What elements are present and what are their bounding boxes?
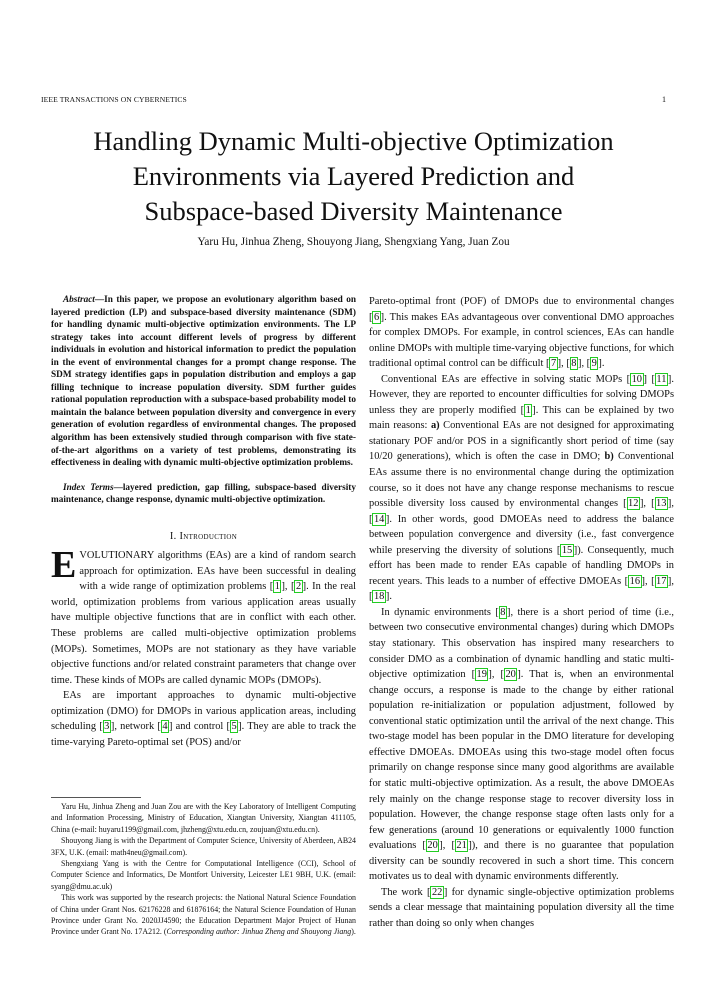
footnotes: [51, 801, 356, 938]
citation-link[interactable]: 20: [427, 840, 438, 852]
text-run: ,: [643, 498, 652, 510]
text-run: VOLUTIONARY algorithms (EAs) are a kind of random search approach for optimization. EAs have been successful in dealing with a wide range of optimization problems: [79, 550, 356, 593]
list-marker: b): [604, 451, 614, 463]
footnote-affiliation-3: Shengxiang Yang is with the Centre for Computational Intelligence (CCI), School of Computer Science and Informatics, De Montfort University, Leicester LE1 9BH, U.K. (email: syang@dmu.ac.uk): [51, 859, 356, 891]
running-head: IEEE TRANSACTIONS ON CYBERNETICS: [41, 95, 187, 104]
text-run: [647, 374, 651, 385]
citation-link[interactable]: 18: [373, 591, 385, 603]
text-run: and control: [172, 721, 227, 733]
text-run: ). Consequently, much effort has been made to render EAs capable of handling DMOPs in recent years. This leads to a number of effective DMOEAs: [369, 544, 674, 587]
section-number: I.: [169, 530, 177, 542]
abstract: [51, 294, 356, 470]
title-line: Subspace-based Diversity Maintenance: [144, 196, 563, 226]
citation-link[interactable]: 11: [656, 373, 667, 385]
intro-paragraph-1: EVOLUTIONARY algorithms (EAs) are a kind of random search approach for optimization. EAs have been successful in dealing with a wide range of optimization problems [ 1 ], [ 2 ]. In the real world, optimization problems from various application areas usually have multiple objective functions that are in conflict with each other. These problems are called multi-objective optimization problems (MOPs). Sometimes, MOPs are not stationary as they have variable objective functions and/or related constraint parameters that change over time. These kinds of MOPs are called dynamic MOPs (DMOPs).: [51, 544, 356, 686]
text-run: Conventional EAs are effective in solving static MOPs: [381, 373, 627, 385]
intro-paragraph-2: EAs are important approaches to dynamic multi-objective optimization (DMO) for DMOPs in various application areas, including scheduling [ 3 ], network [ 4 ] and control [ 5 ]. They are able to track the time-varying Pareto-optimal set (POS) and/or: [51, 690, 356, 748]
intro-paragraph-3: Conventional EAs are effective in solving static MOPs [ 10 ] [ 11 ]. However, they are reported to encounter difficulties for solving DMOPs unless they are properly modified [ 1 ]. This can be explained by two main reasons: a) Conventional EAs are not designed for approximating stationary POF and/or POS in a significantly short period of time (say 10/20 generations), which is often the case in DMO; b) Conventional EAs assume there is no environmental change during the optimization course, so it does not have any change response mechanisms to rescue possible diversity loss caused by environmental changes [ 12 ], [ 13 ], [ 14 ]. In other words, good DMOEAs need to address the balance between population convergence and diversity (i.e., fast convergence while preserving the diversity of solutions [ 15 ]). Consequently, much effort has been made to render EAs capable of handling DMOPs in recent years. This leads to a number of effective DMOEAs [ 16 ], [ 17 ], [ 18 ].: [369, 373, 674, 603]
title-line: Handling Dynamic Multi-objective Optimization: [93, 126, 614, 156]
footnote-affiliation-2: Shouyong Jiang is with the Department of Computer Science, University of Aberdeen, AB24 3FX, U.K. (email: math4neu@gmail.com).: [51, 836, 356, 857]
text-run: . That is, when an environmental change occurs, a response is made to the change by either rational population re-initialization or population adjustment, followed by conventional static optimization until the arrival of the next change. This two-stage model has been popular in the DMO literature for developing effective DMOEAs. DMOEAs using this two-stage model often focus primarily on change response since many good algorithms are available for static multi-objective optimization. As a result, the above DMOEAs rely mainly on the change response stage to recover diversity loss in population. However, the change response stage often lasts only for a few generations (around 10 generations or equivalently 1000 function evaluations: [369, 669, 674, 852]
text-run: ,: [442, 840, 452, 852]
citation-link[interactable]: 1: [525, 404, 531, 416]
citation-link[interactable]: 1: [274, 581, 280, 593]
citation-link[interactable]: 20: [505, 669, 516, 681]
page-number: 1: [662, 95, 666, 104]
citation-link[interactable]: 7: [550, 358, 557, 370]
section-heading: [51, 529, 356, 545]
text-run: for dynamic single-objective optimization problems sends a clear message that maintaining population diversity all the time rather than doing so only when changes: [369, 886, 674, 929]
intro-paragraph-2-cont: Pareto-optimal front (POF) of DMOPs due to environmental changes [ 6 ]. This makes EAs advantageous over conventional DMO approaches for complex DMOPs. For example, in control sciences, EAs can handle online DMOPs with multiple time-varying objective functions, for which traditional optimal control can be difficult [ 7 ], [ 8 ], [ 9 ].: [369, 296, 674, 370]
citation-link[interactable]: 22: [431, 886, 443, 898]
index-terms: [51, 482, 356, 507]
text-run: .: [601, 358, 605, 370]
text-run: Conventional EAs assume there is no environmental change during the optimization course, so it does not have any change response mechanisms to rescue possible diversity loss caused by environmental changes: [369, 451, 674, 510]
text-run: ).: [351, 927, 356, 937]
citation-link[interactable]: 16: [629, 575, 641, 587]
drop-cap: E: [51, 544, 77, 587]
text-run: ,: [284, 581, 291, 593]
text-run: .: [389, 591, 392, 603]
right-column: [369, 294, 674, 931]
citation-link[interactable]: 8: [500, 606, 506, 618]
text-run: The work: [381, 886, 427, 898]
text-run: . However, they are reported to encounter difficulties for solving DMOPs unless they are properly modified: [369, 373, 674, 416]
citation-link[interactable]: 3: [104, 721, 110, 733]
citation-link[interactable]: 17: [656, 575, 667, 587]
text-run: ,: [561, 358, 567, 370]
citation-link[interactable]: 6: [373, 311, 380, 323]
citation-link[interactable]: 9: [591, 358, 597, 370]
text-run: ,: [491, 669, 501, 681]
text-run: , there is a short period of time (i.e., between two consecutive environmental changes) during which DMOPs stay stationary. This observation has inspired many researchers to consider DMO as a combination of dynamic handling and static multi-objective optimization: [369, 606, 674, 681]
text-run: ,: [671, 498, 674, 510]
intro-paragraph-4: In dynamic environments [ 8 ], there is a short period of time (i.e., between two consecutive environmental changes) during which DMOPs stay stationary. This observation has inspired many researchers to consider DMO as a combination of dynamic handling and static multi-objective optimization [ 19 ], [ 20 ]. That is, when an environmental change occurs, a response is made to the change by either rational population re-initialization or population adjustment, followed by conventional static optimization until the arrival of the next change. This two-stage model has been popular in the DMO literature for developing effective DMOEAs. DMOEAs using this two-stage model often focus primarily on change response since many good algorithms are available for static multi-objective optimization. As a result, the above DMOEAs rely mainly on the change response stage to recover diversity loss in population. However, the change response stage often lasts only for a few generations (around 10 generations or equivalently 1000 function evaluations [ 20 ], [ 21 ]), and there is no guarantee that population diversity can be soundly recovered in such a short time. This concern motivates us to deal with dynamic environments differently.: [369, 606, 674, 883]
text-run: . They are able to track the time-varying Pareto-optimal set (POS) and/or: [51, 721, 356, 748]
citation-link[interactable]: 5: [231, 721, 237, 733]
text-run: . This makes EAs advantageous over conventional DMO approaches for complex DMOPs. For example, in control sciences, EAs can handle online DMOPs with multiple time-varying objective functions, for which traditional optimal control can be difficult: [369, 311, 674, 370]
abstract-text: —In this paper, we propose an evolutionary algorithm based on layered prediction (LP) and subspace-based diversity maintenance (SDM) for handling dynamic multi-objective optimization environments. The LP strategy takes into account different levels of progress by different individuals in evolution and historical information to predict the population in the event of environmental changes for a prompt change response. The SDM strategy identifies gaps in population distribution and employs a gap filling technique to increase population diversity. SDM further guides rational population reproduction with a subspace-based probability model to maintain the balance between population diversity and convergence in every generation of evolution regardless of environmental changes. The proposed algorithm has been extensively studied through comparison with five state-of-the-art algorithms on a variety of test problems, demonstrating its effectiveness in dealing with dynamic multi-objective optimization problems.: [51, 295, 356, 469]
section-title: Introduction: [179, 530, 238, 542]
left-column: [51, 294, 356, 750]
footnote-divider: [51, 797, 141, 798]
text-run: . In the real world, optimization problems from various application areas usually have multiple objective functions that are in conflict with each other. These problems are called multi-objective optimization problems (MOPs). Sometimes, MOPs are not stationary as they have variable objective functions and/or related constraint parameters that change over time. These kinds of MOPs are called dynamic MOPs (DMOPs).: [51, 581, 356, 686]
paper-title: [40, 124, 667, 229]
citation-link[interactable]: 4: [162, 721, 168, 733]
text-run: ), and there is no guarantee that population diversity can be soundly recovered in such a short time. This concern motivates us to deal with dynamic environments differently.: [369, 840, 674, 883]
author-list: Yaru Hu, Jinhua Zheng, Shouyong Jiang, Shengxiang Yang, Juan Zou: [197, 236, 510, 248]
citation-link[interactable]: 13: [656, 498, 667, 510]
citation-link[interactable]: 10: [631, 373, 642, 385]
citation-link[interactable]: 14: [373, 513, 385, 525]
text-run: ,: [671, 575, 674, 587]
index-terms-label: Index Terms: [63, 482, 114, 493]
title-line: Environments via Layered Prediction and: [132, 161, 575, 191]
citation-link[interactable]: 21: [456, 840, 467, 852]
citation-link[interactable]: 12: [628, 498, 639, 510]
citation-link[interactable]: 2: [295, 581, 302, 593]
text-run: EAs are important approaches to dynamic multi-objective optimization (DMO) for DMOPs in various application areas, including scheduling: [51, 690, 356, 733]
text-run: Pareto-optimal front (POF) of DMOPs due to environmental changes: [369, 296, 674, 307]
list-marker: a): [430, 420, 440, 432]
text-run: . In other words, good DMOEAs need to address the balance between population convergence and diversity (i.e., fast convergence while preserving the diversity of solutions: [369, 513, 674, 556]
corresponding-author: Corresponding author: Jinhua Zheng and Shouyong Jiang: [166, 927, 352, 937]
footnote-affiliation-1: Yaru Hu, Jinhua Zheng and Juan Zou are with the Key Laboratory of Intelligent Computing and Information Processing, Ministry of Education, Xiangtan University, Xiangtan 411105, China (e-mail: huyaru1199@gmail.com, jhzheng@xtu.edu.cn, zoujuan@xtu.edu.cn).: [51, 802, 356, 834]
text-run: , network: [114, 721, 158, 733]
text-run: This work was supported by the research projects: the National Natural Science Foundation of China under Grant Nos. 62176228 and 61876164; the Natural Science Foundation of Hunan Province under Grant No. 2020JJ4590; the Education Department Major Project of Hunan Province under Grant No. 17A212. (: [51, 893, 356, 937]
index-terms-text: —layered prediction, gap filling, subspace-based diversity maintenance, change response, dynamic multi-objective optimization.: [51, 482, 356, 506]
text-run: ,: [644, 575, 652, 587]
citation-link[interactable]: 15: [561, 544, 573, 556]
abstract-label: Abstract: [63, 295, 95, 305]
footnote-funding: [51, 892, 356, 938]
text-run: In dynamic environments: [381, 606, 496, 618]
intro-paragraph-5: The work [ 22 ] for dynamic single-objective optimization problems sends a clear message that maintaining population diversity all the time rather than doing so only when changes: [369, 886, 674, 929]
citation-link[interactable]: 8: [571, 358, 577, 370]
citation-link[interactable]: 19: [476, 669, 487, 681]
text-run: ,: [581, 358, 587, 370]
text-run: Conventional EAs are not designed for approximating stationary POF and/or POS in a significantly short period of time (say 10/20 generations), which is often the case in DMO;: [369, 420, 674, 463]
text-run: . This can be explained by two main reasons:: [369, 404, 674, 432]
